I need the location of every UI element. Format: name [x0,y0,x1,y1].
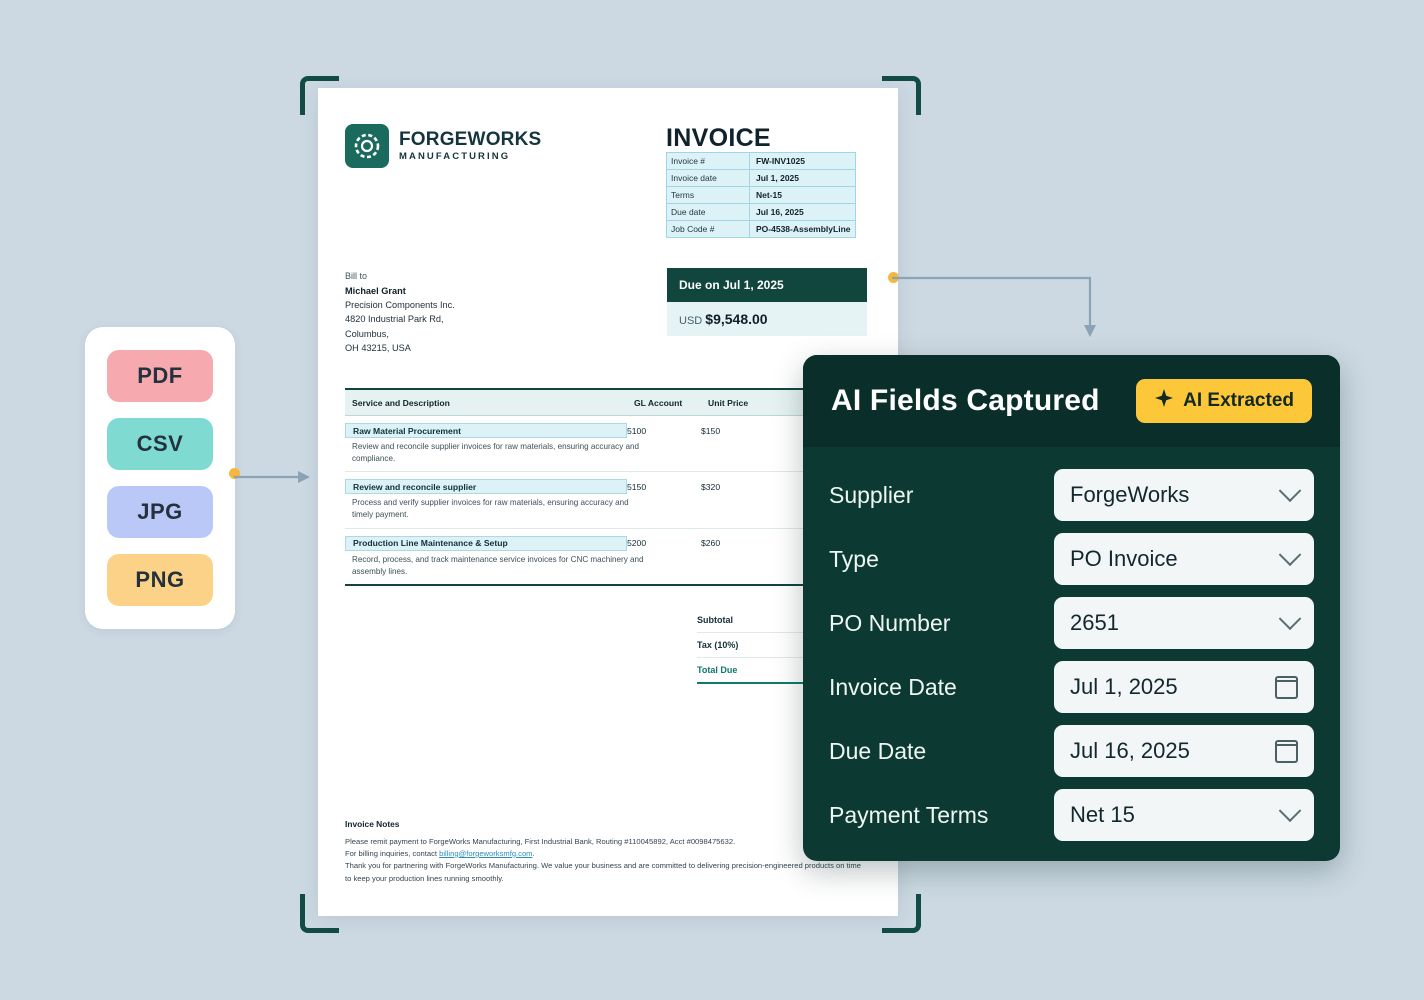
line-items-header [345,388,865,416]
meta-value: Jul 16, 2025 [756,207,804,217]
item-description: Production Line Maintenance & Setup [345,536,627,551]
meta-key: Due date [667,204,750,220]
item-gl: 5100 [627,425,647,436]
field-row-supplier [829,469,1314,521]
invoice-notes [345,818,865,885]
ai-panel-header [803,355,1340,447]
bill-to-name: Michael Grant [345,285,406,296]
field-value: 2651 [1070,610,1119,635]
logo-company-name: FORGEWORKS [399,129,542,151]
field-row-due-date [829,725,1314,777]
status-badge [1136,379,1312,423]
field-label: Due Date [829,737,927,764]
arrow-files-to-document [228,462,318,492]
meta-value: FW-INV1025 [756,156,805,166]
invoice-meta-row [666,169,856,186]
field-label: Type [829,545,879,572]
ai-fields-list [803,447,1340,841]
invoice-title: INVOICE [666,124,771,152]
file-type-chip-jpg[interactable] [107,486,213,538]
field-row-po-number [829,597,1314,649]
field-value: Jul 1, 2025 [1070,674,1178,699]
invoice-meta-row [666,220,856,238]
item-gl: 5150 [627,481,647,492]
field-row-invoice-date [829,661,1314,713]
notes-line-2 [345,848,865,860]
meta-key: Job Code # [667,221,750,237]
ai-fields-panel [803,355,1340,861]
field-value: ForgeWorks [1070,482,1190,507]
meta-value: PO-4538-AssemblyLine [756,224,851,234]
table-row [345,536,865,586]
bill-to-line2: 4820 Industrial Park Rd, [345,314,444,325]
invoice-meta-row [666,203,856,220]
notes-title: Invoice Notes [345,819,400,829]
item-gl: 5200 [627,538,647,549]
totals-label: Tax (10%) [697,640,739,650]
bill-to-line3: Columbus, [345,328,389,339]
item-note: Process and verify supplier invoices for raw materials, ensuring accuracy and timely payment. [352,498,629,520]
bill-to-block [345,270,455,355]
sparkle-icon [1154,388,1174,414]
bill-to-line1: Precision Components Inc. [345,300,455,311]
field-row-type [829,533,1314,585]
item-description: Raw Material Procurement [345,423,627,438]
file-type-chip-csv[interactable] [107,418,213,470]
chevron-down-icon [1279,479,1302,502]
field-label: PO Number [829,609,951,636]
notes-line-3: Thank you for partnering with ForgeWorks Manufacturing. We value your business and are committed to delivering precision-engineered products on time to keep your production lines running smoothly. [345,861,861,883]
field-row-payment-terms [829,789,1314,841]
payment-terms-dropdown[interactable] [1054,789,1314,841]
file-type-label: JPG [137,499,183,524]
chevron-down-icon [1279,799,1302,822]
status-badge-label: AI Extracted [1183,390,1294,411]
file-type-label: CSV [136,431,184,456]
col-gl-account: GL Account [634,397,683,408]
ai-panel-title: AI Fields Captured [831,384,1100,417]
col-unit-price: Unit Price [708,397,749,408]
item-note: Record, process, and track maintenance service invoices for CNC machinery and assembly lines. [352,554,644,576]
due-headline: Due on Jul 1, 2025 [667,268,867,302]
totals-label: Total Due [697,665,738,675]
invoice-meta-row [666,186,856,203]
meta-value: Jul 1, 2025 [756,173,800,183]
invoice-meta-table [666,152,856,238]
billing-email-link[interactable]: billing@forgeworksmfg.com [439,848,533,858]
file-type-label: PNG [135,567,185,592]
calendar-icon [1275,676,1298,699]
field-value: Jul 16, 2025 [1070,738,1190,763]
notes-line-2-prefix: For billing inquiries, contact [345,848,440,858]
notes-line-1: Please remit payment to ForgeWorks Manufacturing, First Industrial Bank, Routing #110045892, Acct #0098475632. [345,836,736,846]
gear-icon [345,124,389,168]
due-banner [667,268,867,336]
item-note: Review and reconcile supplier invoices for raw materials, ensuring accuracy and compliance. [352,442,640,463]
notes-line-2-suffix: . [532,848,535,858]
line-items-table [345,388,865,586]
meta-key: Terms [667,187,750,203]
col-description: Service and Description [352,397,450,408]
due-amount-row [667,302,867,336]
meta-value: Net-15 [756,190,782,200]
logo-company-sub: MANUFACTURING [399,151,511,163]
meta-key: Invoice # [667,153,750,169]
table-row [345,423,865,472]
due-date-field[interactable] [1054,725,1314,777]
file-type-label: PDF [137,363,183,388]
type-dropdown[interactable] [1054,533,1314,585]
totals-label: Subtotal [697,615,733,625]
invoice-meta-row [666,152,856,169]
chevron-down-icon [1279,543,1302,566]
item-price: $320 [701,481,721,492]
invoice-date-field[interactable] [1054,661,1314,713]
arrow-document-to-panel [884,265,1124,355]
file-types-card [85,327,235,629]
po-number-dropdown[interactable] [1054,597,1314,649]
file-type-chip-png[interactable] [107,554,213,606]
bill-to-label: Bill to [345,271,368,281]
item-price: $260 [701,538,721,549]
supplier-dropdown[interactable] [1054,469,1314,521]
bill-to-line4: OH 43215, USA [345,342,411,353]
due-amount: $9,548.00 [705,311,768,327]
file-type-chip-pdf[interactable] [107,350,213,402]
meta-key: Invoice date [667,170,750,186]
field-label: Payment Terms [829,801,989,828]
chevron-down-icon [1279,607,1302,630]
item-price: $150 [701,425,721,436]
table-row [345,479,865,528]
calendar-icon [1275,740,1298,763]
company-logo [345,124,541,168]
field-label: Invoice Date [829,673,957,700]
due-currency: USD [679,315,703,327]
field-value: PO Invoice [1070,546,1178,571]
field-value: Net 15 [1070,802,1135,827]
field-label: Supplier [829,481,914,508]
item-description: Review and reconcile supplier [345,479,627,494]
